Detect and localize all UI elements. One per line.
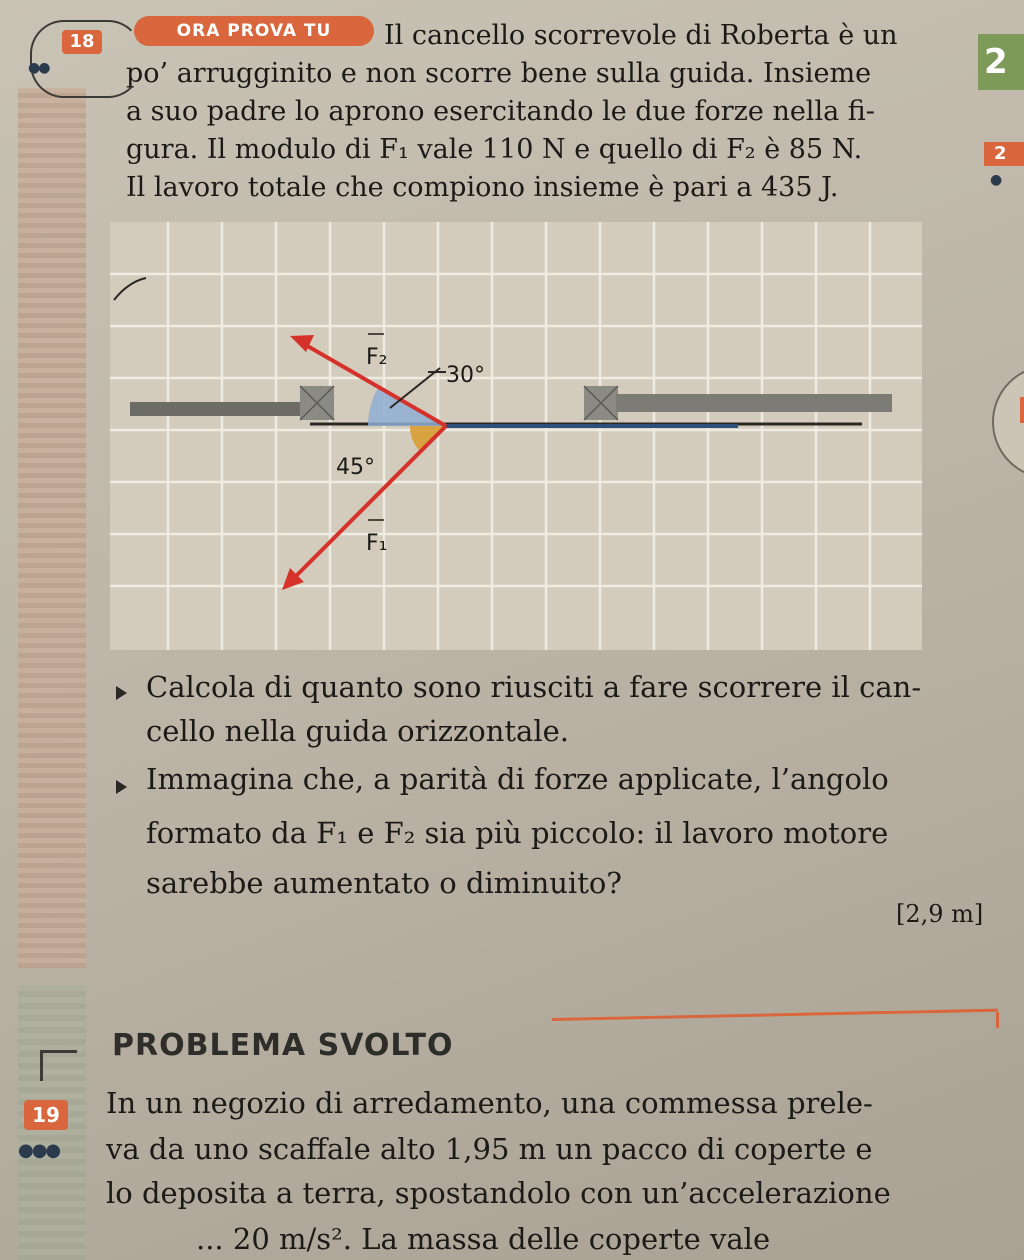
solved-text-line-3: lo deposita a terra, spostandolo con un’accelerazione <box>106 1176 891 1210</box>
problem-19-badge: 19 <box>24 1100 68 1130</box>
difficulty-dots: ●● <box>28 60 49 76</box>
problem-number-badge: 18 <box>62 30 102 54</box>
problema-svolto-heading: PROBLEMA SVOLTO <box>112 1028 454 1063</box>
f2-label: F₂ <box>366 345 388 370</box>
answer-value: [2,9 m] <box>896 900 984 928</box>
angle-45-label: 45° <box>336 455 375 480</box>
problem-text-line-1: Il cancello scorrevole di Roberta è un <box>384 20 898 51</box>
ora-prova-tu-label: ORA PROVA TU <box>134 16 374 46</box>
question-2-line-3: sarebbe aumentato o diminuito? <box>146 866 622 900</box>
side-circle-decoration <box>992 365 1024 479</box>
force-diagram-svg <box>110 222 922 650</box>
margin-stripe <box>18 88 86 968</box>
difficulty-dots-19: ●●● <box>18 1140 60 1161</box>
problem-text-line-3: a suo padre lo aprono esercitando le due forze nella fi- <box>126 96 875 127</box>
solved-text-line-1: In un negozio di arredamento, una commessa prele- <box>106 1086 873 1120</box>
side-tab-badge: 2 <box>984 142 1024 166</box>
solved-heading-tick <box>996 1012 999 1028</box>
bullet-arrow-2 <box>116 780 127 794</box>
side-dot: ● <box>990 172 1001 188</box>
problem-text-line-4: gura. Il modulo di F₁ vale 110 N e quello di F₂ è 85 N. <box>126 134 863 165</box>
f1-label: F₁ <box>366 531 388 556</box>
solved-text-line-4: ... 20 m/s². La massa delle coperte vale <box>196 1222 771 1256</box>
problem-text-line-5: Il lavoro totale che compiono insieme è pari a 435 J. <box>126 172 839 203</box>
solved-bracket <box>40 1050 77 1081</box>
angle-30-label: 30° <box>446 363 485 388</box>
question-1-line-2: cello nella guida orizzontale. <box>146 714 570 748</box>
bullet-arrow-1 <box>116 686 127 700</box>
question-2-line-2: formato da F₁ e F₂ sia più piccolo: il lavoro motore <box>146 816 889 850</box>
problem-text-line-2: po’ arrugginito e non scorre bene sulla guida. Insieme <box>126 58 872 89</box>
solved-heading-rule <box>552 1009 998 1021</box>
side-tab-2: 2 <box>978 34 1024 90</box>
question-2-line-1: Immagina che, a parità di forze applicate, l’angolo <box>146 762 889 796</box>
solved-text-line-2: va da uno scaffale alto 1,95 m un pacco di coperte e <box>106 1132 873 1166</box>
question-1-line-1: Calcola di quanto sono riusciti a fare scorrere il can- <box>146 670 922 704</box>
gate-force-figure <box>110 222 922 654</box>
